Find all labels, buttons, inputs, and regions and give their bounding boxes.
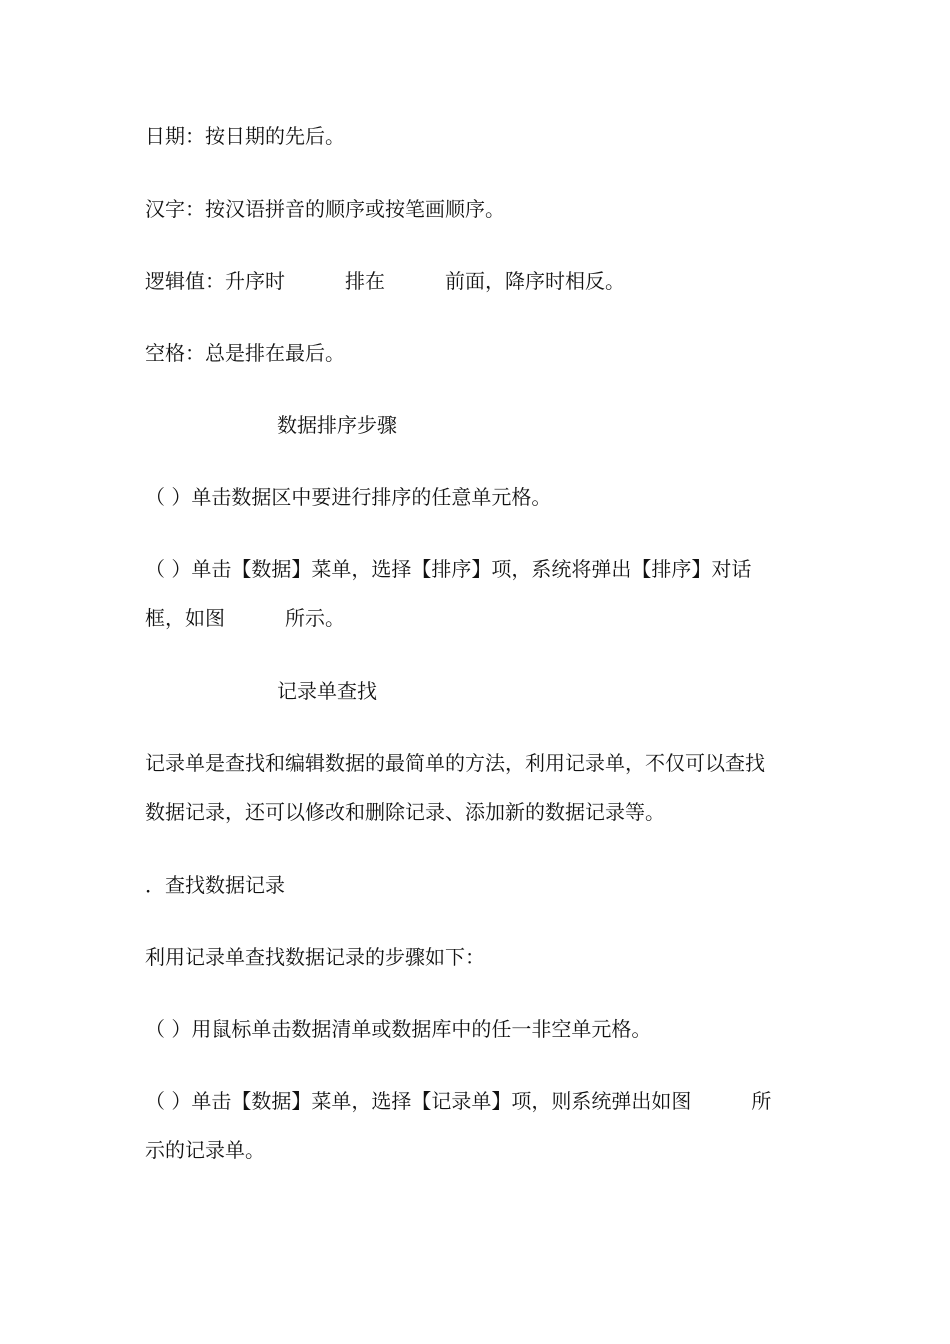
paragraph-logic-rule: 逻辑值：升序时 排在 前面，降序时相反。 <box>145 269 625 293</box>
paragraph-find-steps-intro: 利用记录单查找数据记录的步骤如下： <box>145 945 485 969</box>
paragraph-date-rule: 日期：按日期的先后。 <box>145 124 345 148</box>
paragraph-space-rule: 空格：总是排在最后。 <box>145 341 345 365</box>
heading-sort-steps: 数据排序步骤 <box>277 413 397 437</box>
paragraph-step-1: （ ）单击数据区中要进行排序的任意单元格。 <box>145 485 552 509</box>
paragraph-record-intro-cont: 数据记录，还可以修改和删除记录、添加新的数据记录等。 <box>145 800 665 824</box>
paragraph-step-2: （ ）单击【数据】菜单，选择【排序】项，系统将弹出【排序】对话 <box>145 557 752 581</box>
paragraph-step-2-cont: 框，如图 所示。 <box>145 606 345 630</box>
heading-record-form: 记录单查找 <box>277 679 377 703</box>
subheading-find-records: ．查找数据记录 <box>145 873 285 897</box>
paragraph-find-step-1: （ ）用鼠标单击数据清单或数据库中的任一非空单元格。 <box>145 1017 652 1041</box>
paragraph-find-step-2-cont: 示的记录单。 <box>145 1138 265 1162</box>
paragraph-record-intro: 记录单是查找和编辑数据的最简单的方法，利用记录单，不仅可以查找 <box>145 751 765 775</box>
paragraph-find-step-2: （ ）单击【数据】菜单，选择【记录单】项，则系统弹出如图 所 <box>145 1089 772 1113</box>
paragraph-chinese-rule: 汉字：按汉语拼音的顺序或按笔画顺序。 <box>145 197 505 221</box>
